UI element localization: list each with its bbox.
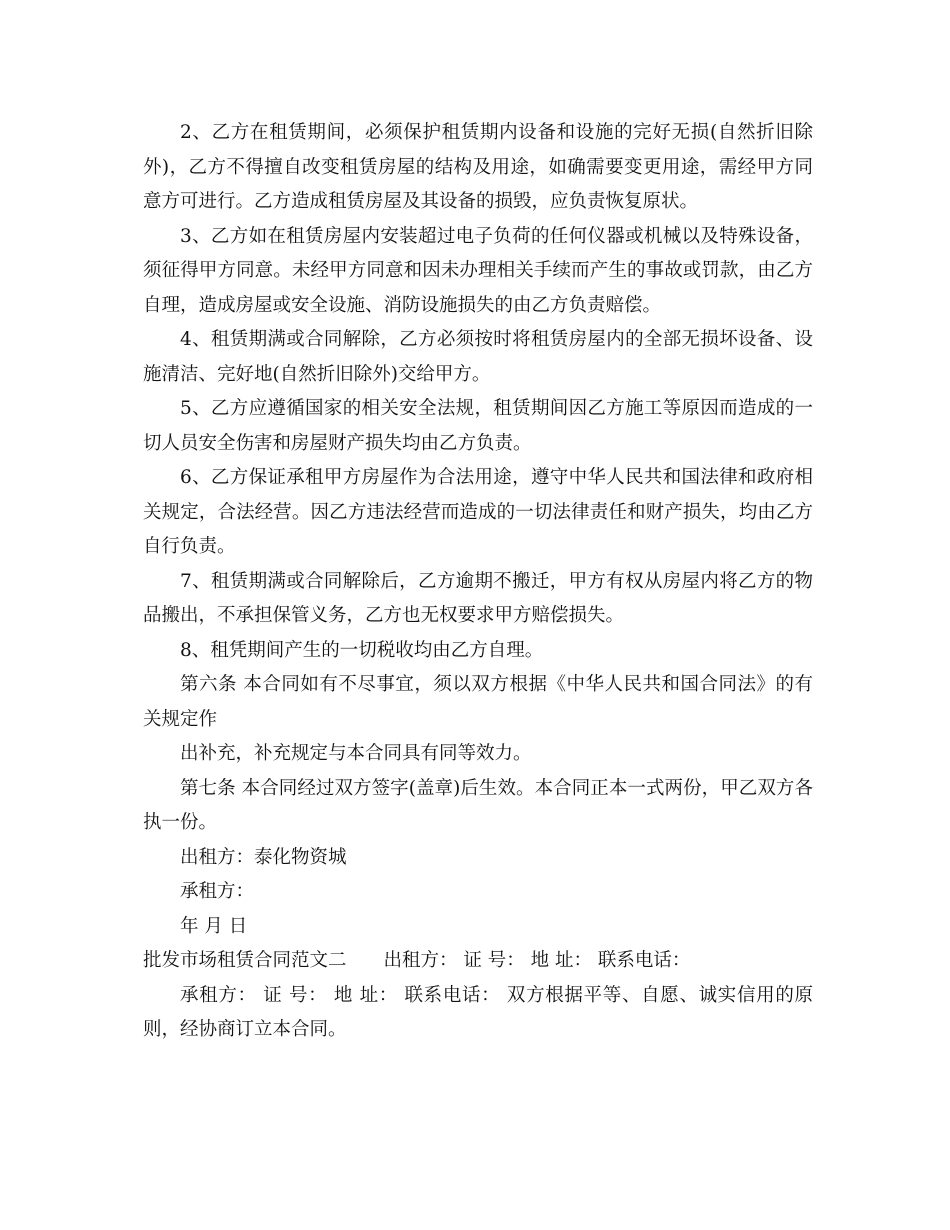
lessee-signature: 承租方：: [180, 881, 255, 902]
date-line: 年 月 日: [180, 915, 248, 937]
clause-6: 6、乙方保证承租甲方房屋作为合法用途，遵守中华人民共和国法律和政府相关规定，合法经营。因乙方违法经营而造成的一切法律责任和财产损失，均由乙方自行负责。: [143, 467, 813, 557]
article-7: 第七条 本合同经过双方签字(盖章)后生效。本合同正本一式两份，甲乙双方各执一份。: [143, 777, 813, 833]
sample-two-heading: 批发市场租赁合同范文二 出租方： 证 号： 地 址： 联系电话：: [143, 950, 691, 971]
article-6: 第六条 本合同如有不尽事宜，须以双方根据《中华人民共和国合同法》的有关规定作: [143, 674, 813, 730]
lessor-signature: 出租方：泰化物资城: [180, 846, 347, 868]
clause-8: 8、租凭期间产生的一切税收均由乙方自理。: [180, 639, 544, 661]
document-body: [143, 116, 813, 1048]
sample-two-lessee-line: 承租方： 证 号： 地 址： 联系电话： 双方根据平等、自愿、诚实信用的原则，经协商订立本合同。: [143, 984, 813, 1040]
clause-4: 4、租赁期满或合同解除，乙方必须按时将租赁房屋内的全部无损坏设备、设施清洁、完好地(自然折旧除外)交给甲方。: [143, 329, 813, 385]
clause-7: 7、租赁期满或合同解除后，乙方逾期不搬迁，甲方有权从房屋内将乙方的物品搬出，不承担保管义务，乙方也无权要求甲方赔偿损失。: [143, 570, 813, 626]
clause-3: 3、乙方如在租赁房屋内安装超过电子负荷的任何仪器或机械以及特殊设备，须征得甲方同意。未经甲方同意和因未办理相关手续而产生的事故或罚款，由乙方自理，造成房屋或安全设施、消防设施损失的由乙方负责赔偿。: [143, 225, 813, 316]
clause-2: 2、乙方在租赁期间，必须保护租赁期内设备和设施的完好无损(自然折旧除外)，乙方不得擅自改变租赁房屋的结构及用途，如确需要变更用途，需经甲方同意方可进行。乙方造成租赁房屋及其设备的损毁，应负责恢复原状。: [143, 122, 813, 212]
clause-5: 5、乙方应遵循国家的相关安全法规，租赁期间因乙方施工等原因而造成的一切人员安全伤害和房屋财产损失均由乙方负责。: [143, 398, 813, 454]
article-6-continued: 出补充，补充规定与本合同具有同等效力。: [180, 743, 532, 764]
